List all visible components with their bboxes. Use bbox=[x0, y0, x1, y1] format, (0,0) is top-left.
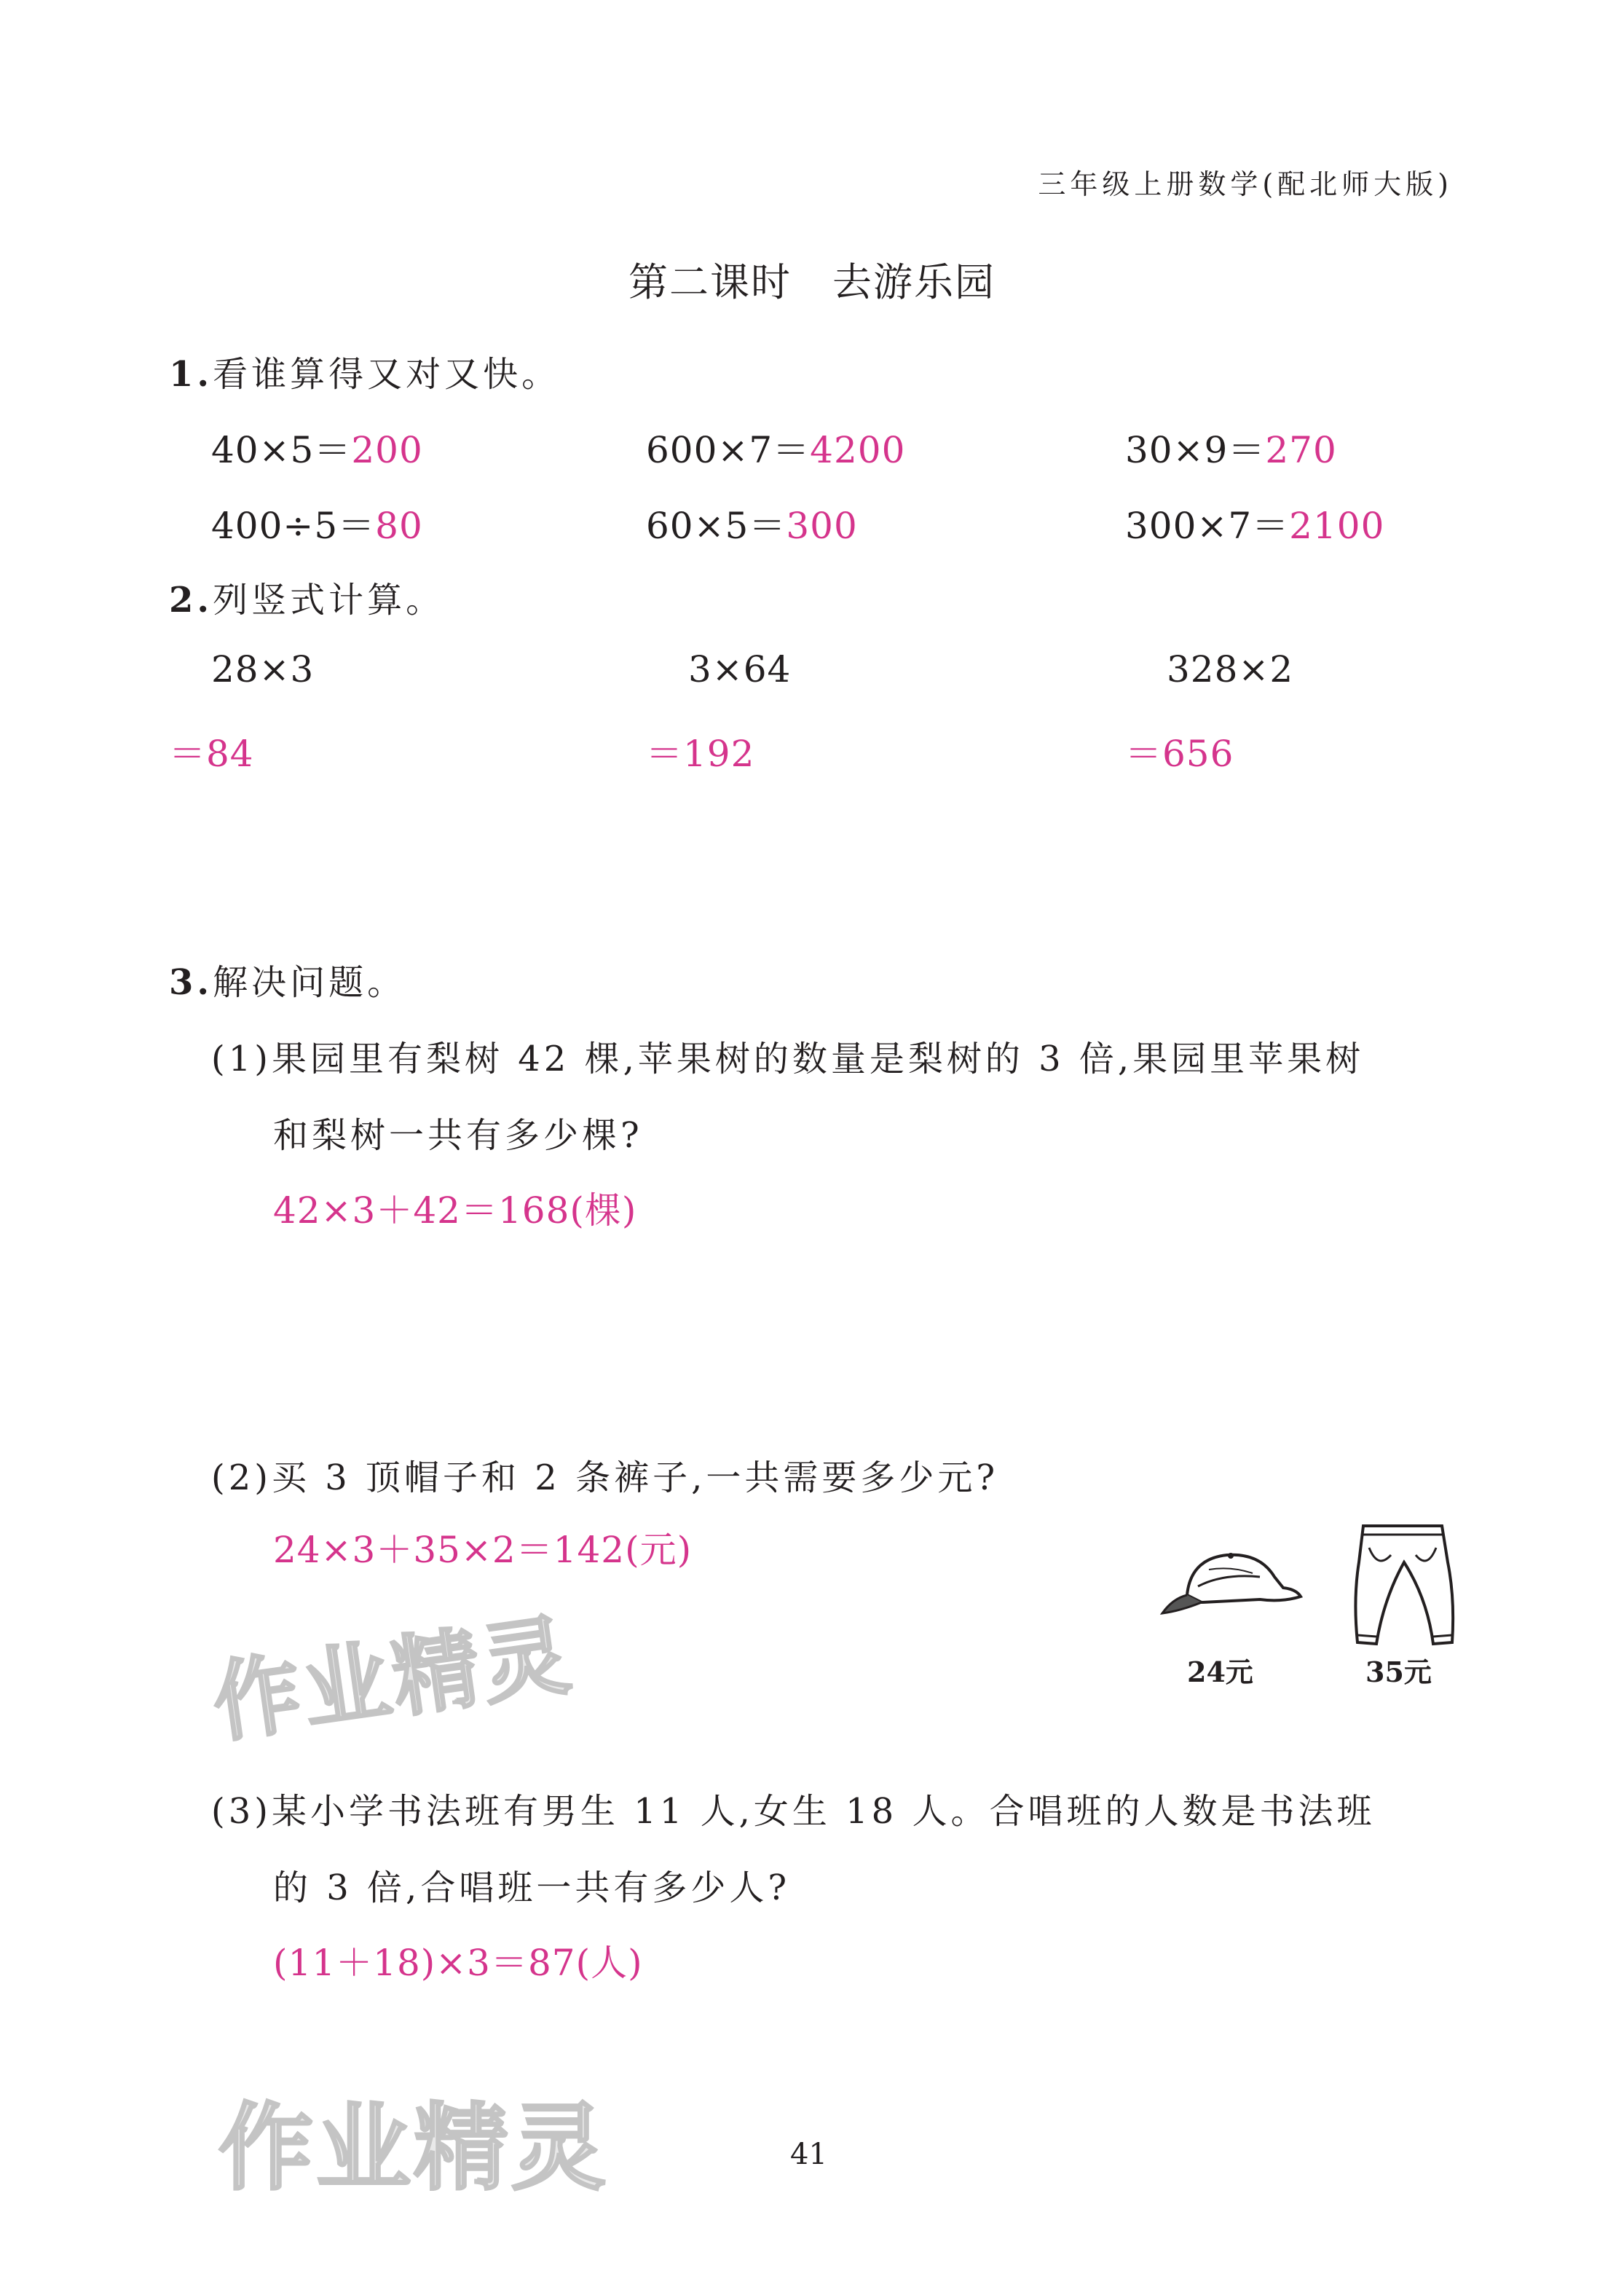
calc-item bbox=[1125, 421, 1337, 473]
watermark: 作业精灵 bbox=[207, 1605, 579, 1755]
vertical-calc-expression: 328×2 bbox=[1167, 648, 1294, 690]
vertical-calc-answer: ＝656 bbox=[1125, 733, 1234, 775]
calc-answer: 200 bbox=[351, 429, 423, 471]
page-number: 41 bbox=[790, 2138, 827, 2171]
calc-item bbox=[646, 497, 858, 549]
watermark: 作业精灵 bbox=[218, 2093, 610, 2203]
calc-item bbox=[1125, 497, 1384, 549]
question-2 bbox=[169, 572, 444, 622]
problem-1-line-2: 和梨树一共有多少棵? bbox=[273, 1115, 643, 1156]
problem-2-line-1: (2)买 3 顶帽子和 2 条裤子,一共需要多少元? bbox=[211, 1457, 999, 1498]
question-text: 看谁算得又对又快。 bbox=[213, 354, 561, 395]
calc-answer: 270 bbox=[1265, 429, 1337, 471]
calc-expression: 600×7＝ bbox=[646, 429, 811, 471]
pants-icon bbox=[1340, 1519, 1464, 1657]
question-text: 解决问题。 bbox=[213, 962, 406, 1003]
problem-3-line-2: 的 3 倍,合唱班一共有多少人? bbox=[273, 1867, 791, 1908]
calc-answer: 300 bbox=[786, 505, 858, 547]
problem-3-answer: (11＋18)×3＝87(人) bbox=[273, 1942, 643, 1984]
question-number: 2. bbox=[169, 580, 213, 621]
vertical-calc-expression: 28×3 bbox=[211, 648, 315, 690]
pants-price: 35元 bbox=[1365, 1656, 1432, 1688]
calc-expression: 400÷5＝ bbox=[211, 505, 376, 547]
page-header: 三年级上册数学(配北师大版) bbox=[1038, 168, 1453, 200]
question-1 bbox=[169, 346, 560, 396]
question-text: 列竖式计算。 bbox=[213, 580, 445, 621]
calc-expression: 30×9＝ bbox=[1125, 429, 1266, 471]
calc-answer: 2100 bbox=[1289, 505, 1385, 547]
problem-3-line-1: (3)某小学书法班有男生 11 人,女生 18 人。合唱班的人数是书法班 bbox=[211, 1791, 1376, 1832]
question-number: 3. bbox=[169, 962, 213, 1003]
calc-expression: 40×5＝ bbox=[211, 429, 352, 471]
question-number: 1. bbox=[169, 354, 213, 395]
calc-item bbox=[211, 421, 423, 473]
calc-answer: 4200 bbox=[810, 429, 906, 471]
calc-item bbox=[646, 421, 905, 473]
problem-1-line-1: (1)果园里有梨树 42 棵,苹果树的数量是梨树的 3 倍,果园里苹果树 bbox=[211, 1039, 1365, 1079]
problem-2-answer: 24×3＋35×2＝142(元) bbox=[273, 1529, 693, 1571]
hat-price: 24元 bbox=[1187, 1656, 1253, 1688]
vertical-calc-expression: 3×64 bbox=[688, 648, 792, 690]
calc-answer: 80 bbox=[375, 505, 423, 547]
vertical-calc-answer: ＝84 bbox=[169, 733, 254, 775]
cap-icon bbox=[1158, 1544, 1304, 1624]
vertical-calc-answer: ＝192 bbox=[646, 733, 755, 775]
lesson-title: 第二课时 去游乐园 bbox=[628, 259, 996, 305]
question-3 bbox=[169, 954, 406, 1004]
calc-expression: 300×7＝ bbox=[1125, 505, 1290, 547]
problem-1-answer: 42×3＋42＝168(棵) bbox=[273, 1189, 637, 1232]
calc-item bbox=[211, 497, 423, 549]
calc-expression: 60×5＝ bbox=[646, 505, 787, 547]
